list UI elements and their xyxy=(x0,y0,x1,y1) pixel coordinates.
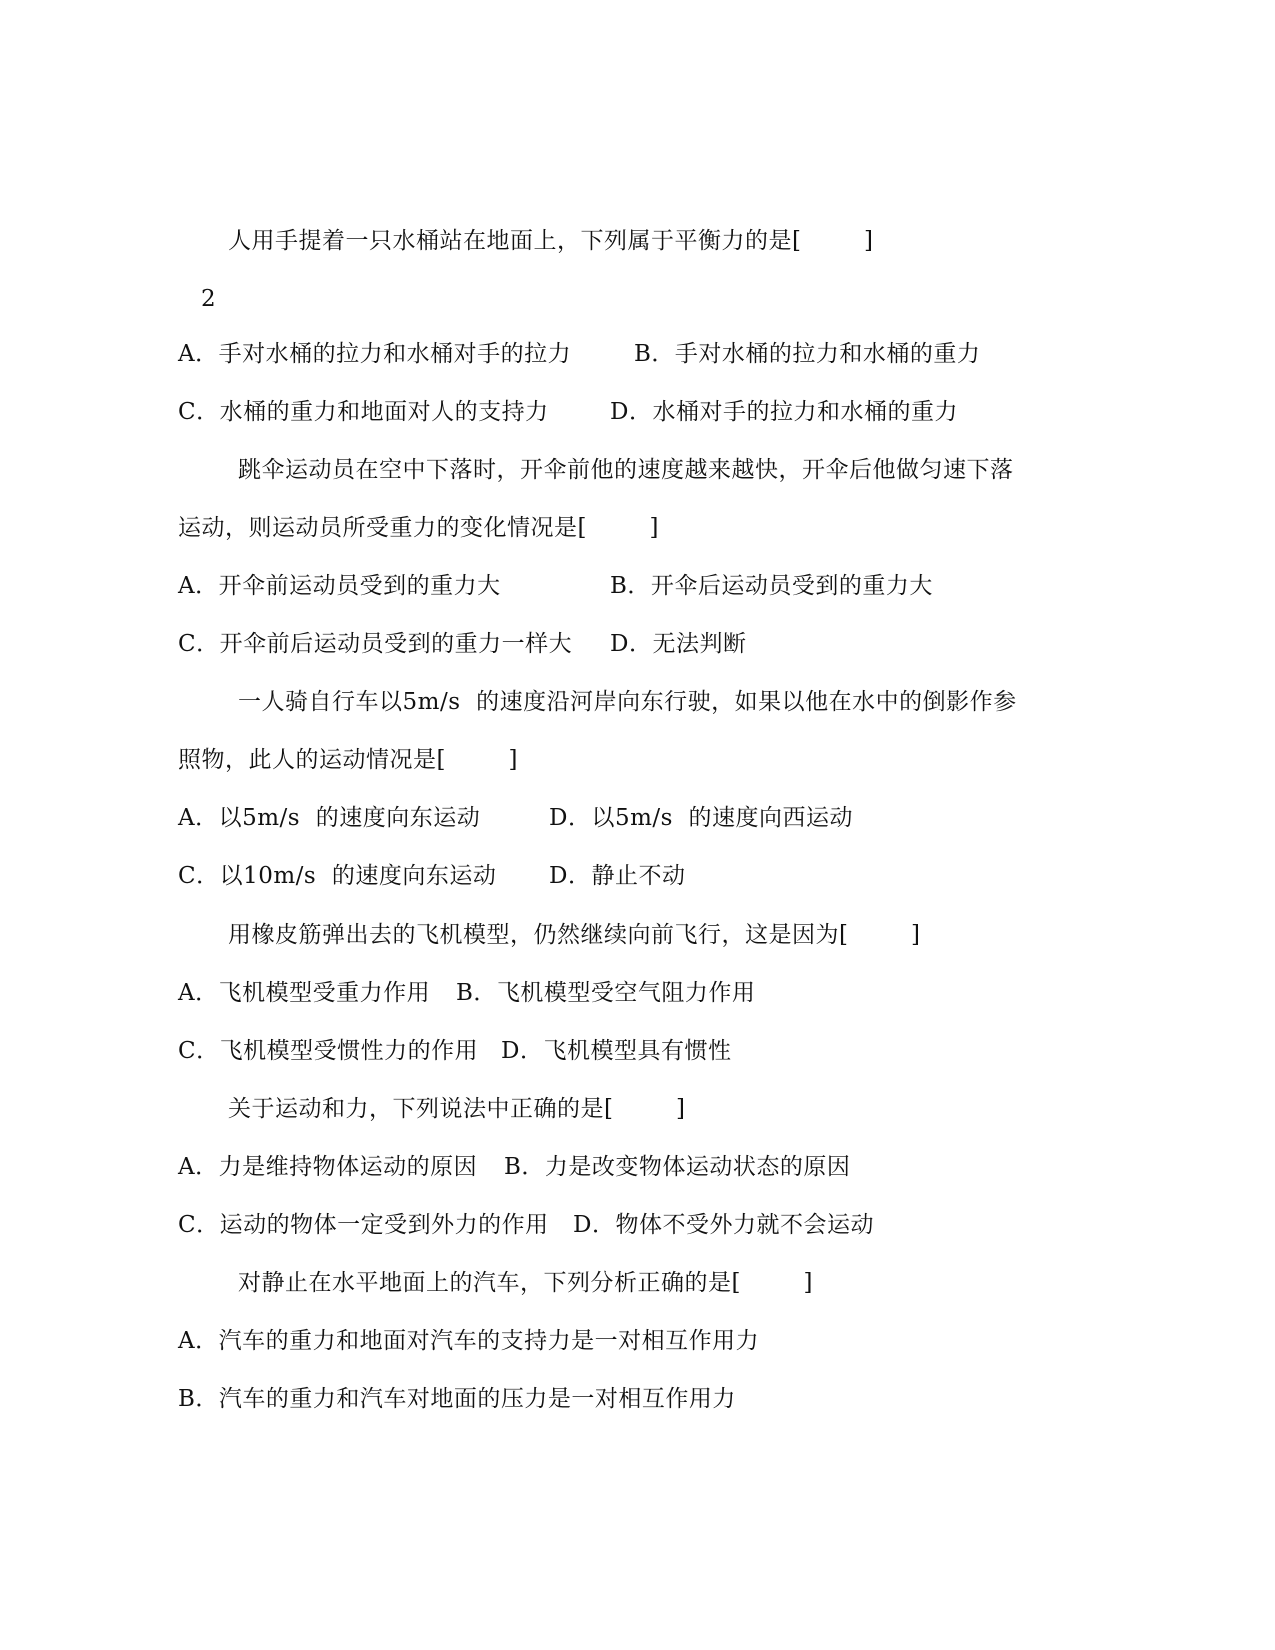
question-1-option-c: C．水桶的重力和地面对人的支持力 xyxy=(178,399,549,425)
question-3-stem-line-2: 照物，此人的运动情况是[ ] xyxy=(178,747,518,773)
question-3-option-a: A．以5m/s 的速度向东运动 xyxy=(178,805,481,831)
question-2-option-b: B．开伞后运动员受到的重力大 xyxy=(610,573,933,599)
question-1-option-d: D．水桶对手的拉力和水桶的重力 xyxy=(610,399,958,425)
question-2-option-d: D．无法判断 xyxy=(610,631,747,657)
question-2-option-c: C．开伞前后运动员受到的重力一样大 xyxy=(178,631,573,657)
question-4-option-b: B．飞机模型受空气阻力作用 xyxy=(456,980,756,1006)
question-5-stem: 关于运动和力，下列说法中正确的是[ ] xyxy=(228,1096,686,1122)
question-4-option-d: D．飞机模型具有惯性 xyxy=(501,1038,732,1064)
question-5-option-b: B．力是改变物体运动状态的原因 xyxy=(504,1154,851,1180)
question-3-option-b: D．以5m/s 的速度向西运动 xyxy=(549,805,854,831)
question-3-stem-line-1: 一人骑自行车以5m/s 的速度沿河岸向东行驶，如果以他在水中的倒影作参 xyxy=(238,689,1017,715)
question-1-stem: 人用手提着一只水桶站在地面上，下列属于平衡力的是[ ] xyxy=(228,228,874,254)
question-5-option-c: C．运动的物体一定受到外力的作用 xyxy=(178,1212,549,1238)
question-5-option-d: D．物体不受外力就不会运动 xyxy=(573,1212,874,1238)
question-1-option-a: A．手对水桶的拉力和水桶对手的拉力 xyxy=(178,341,572,367)
question-6-option-a: A．汽车的重力和地面对汽车的支持力是一对相互作用力 xyxy=(178,1328,760,1354)
question-2-option-a: A．开伞前运动员受到的重力大 xyxy=(178,573,501,599)
question-6-option-b: B．汽车的重力和汽车对地面的压力是一对相互作用力 xyxy=(178,1386,736,1412)
question-3-option-d: D．静止不动 xyxy=(549,863,686,889)
question-2-stem-line-2: 运动，则运动员所受重力的变化情况是[ ] xyxy=(178,515,659,541)
question-4-option-c: C．飞机模型受惯性力的作用 xyxy=(178,1038,479,1064)
question-4-option-a: A．飞机模型受重力作用 xyxy=(178,980,431,1006)
question-1-number-label: 2 xyxy=(201,286,217,312)
question-4-stem: 用橡皮筋弹出去的飞机模型，仍然继续向前飞行，这是因为[ ] xyxy=(228,922,921,948)
question-5-option-a: A．力是维持物体运动的原因 xyxy=(178,1154,478,1180)
question-2-stem-line-1: 跳伞运动员在空中下落时，开伞前他的速度越来越快，开伞后他做匀速下落 xyxy=(238,457,1014,483)
question-3-option-c: C．以10m/s 的速度向东运动 xyxy=(178,863,497,889)
question-6-stem: 对静止在水平地面上的汽车，下列分析正确的是[ ] xyxy=(238,1270,813,1296)
question-1-option-b: B．手对水桶的拉力和水桶的重力 xyxy=(634,341,981,367)
